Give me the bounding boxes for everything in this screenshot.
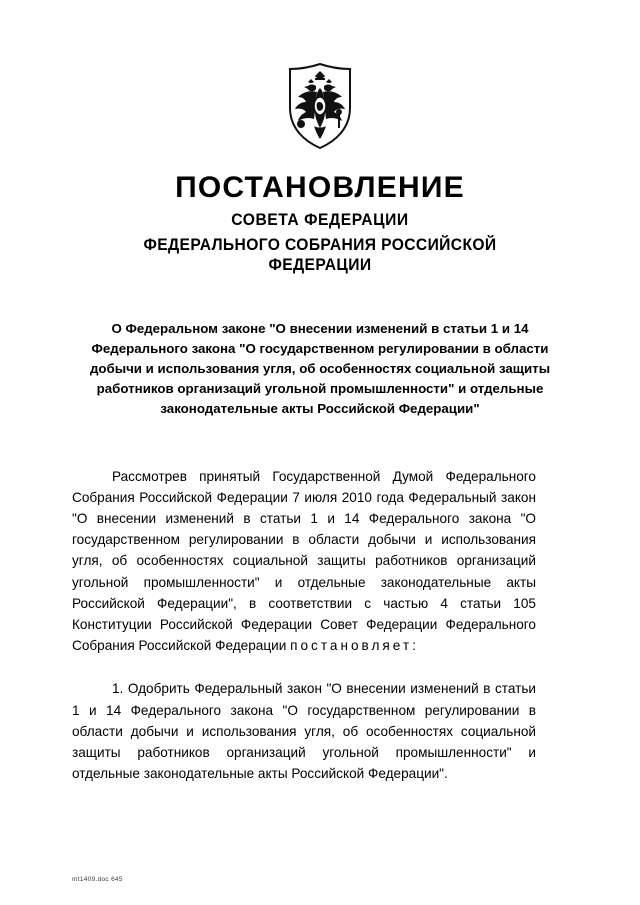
resolution-verb: постановляет: bbox=[290, 638, 419, 654]
document-title-block bbox=[72, 172, 568, 275]
paragraph-item-1 bbox=[72, 678, 536, 784]
page-title: ПОСТАНОВЛЕНИЕ bbox=[175, 171, 465, 204]
document-body bbox=[72, 466, 536, 785]
title-subline-1: СОВЕТА ФЕДЕРАЦИИ bbox=[231, 209, 409, 229]
footer-note: mt1409.doc 645 bbox=[72, 876, 123, 883]
document-subject: О Федеральном законе "О внесении изменений в статьи 1 и 14 Федерального закона "О государственном регулировании в области добычи и использования угля, об особенностях социальной защиты работников организаций угольной промышленности" и отдельные законодательные акты Российской Федерации" bbox=[89, 320, 551, 417]
russian-coat-of-arms-icon bbox=[284, 62, 356, 150]
paragraph-item-1-text: 1. Одобрить Федеральный закон "О внесении изменений в статьи 1 и 14 Федерального закона "О государственном регулировании в области добычи и использования угля, об особенностях социальной защиты работников организаций угольной промышленности" и отдельные законодательные акты Российской Федерации". bbox=[72, 681, 536, 782]
emblem-container bbox=[72, 0, 568, 150]
paragraph-preamble-text: Рассмотрев принятый Государственной Думой Федерального Собрания Российской Федерации 7 июля 2010 года Федеральный закон "О внесении изменений в статьи 1 и 14 Федерального закона "О государственном регулировании в области добычи и использования угля, об особенностях социальной защиты работников организаций угольной промышленности" и отдельные законодательные акты Российской Федерации", в соответствии с частью 4 статьи 105 Конституции Российской Федерации Совет Федерации Федерального Собрания Российской Федерации bbox=[72, 468, 536, 654]
title-subline-2: ФЕДЕРАЛЬНОГО СОБРАНИЯ РОССИЙСКОЙ ФЕДЕРАЦИИ bbox=[143, 234, 497, 274]
paragraph-preamble bbox=[72, 466, 536, 657]
